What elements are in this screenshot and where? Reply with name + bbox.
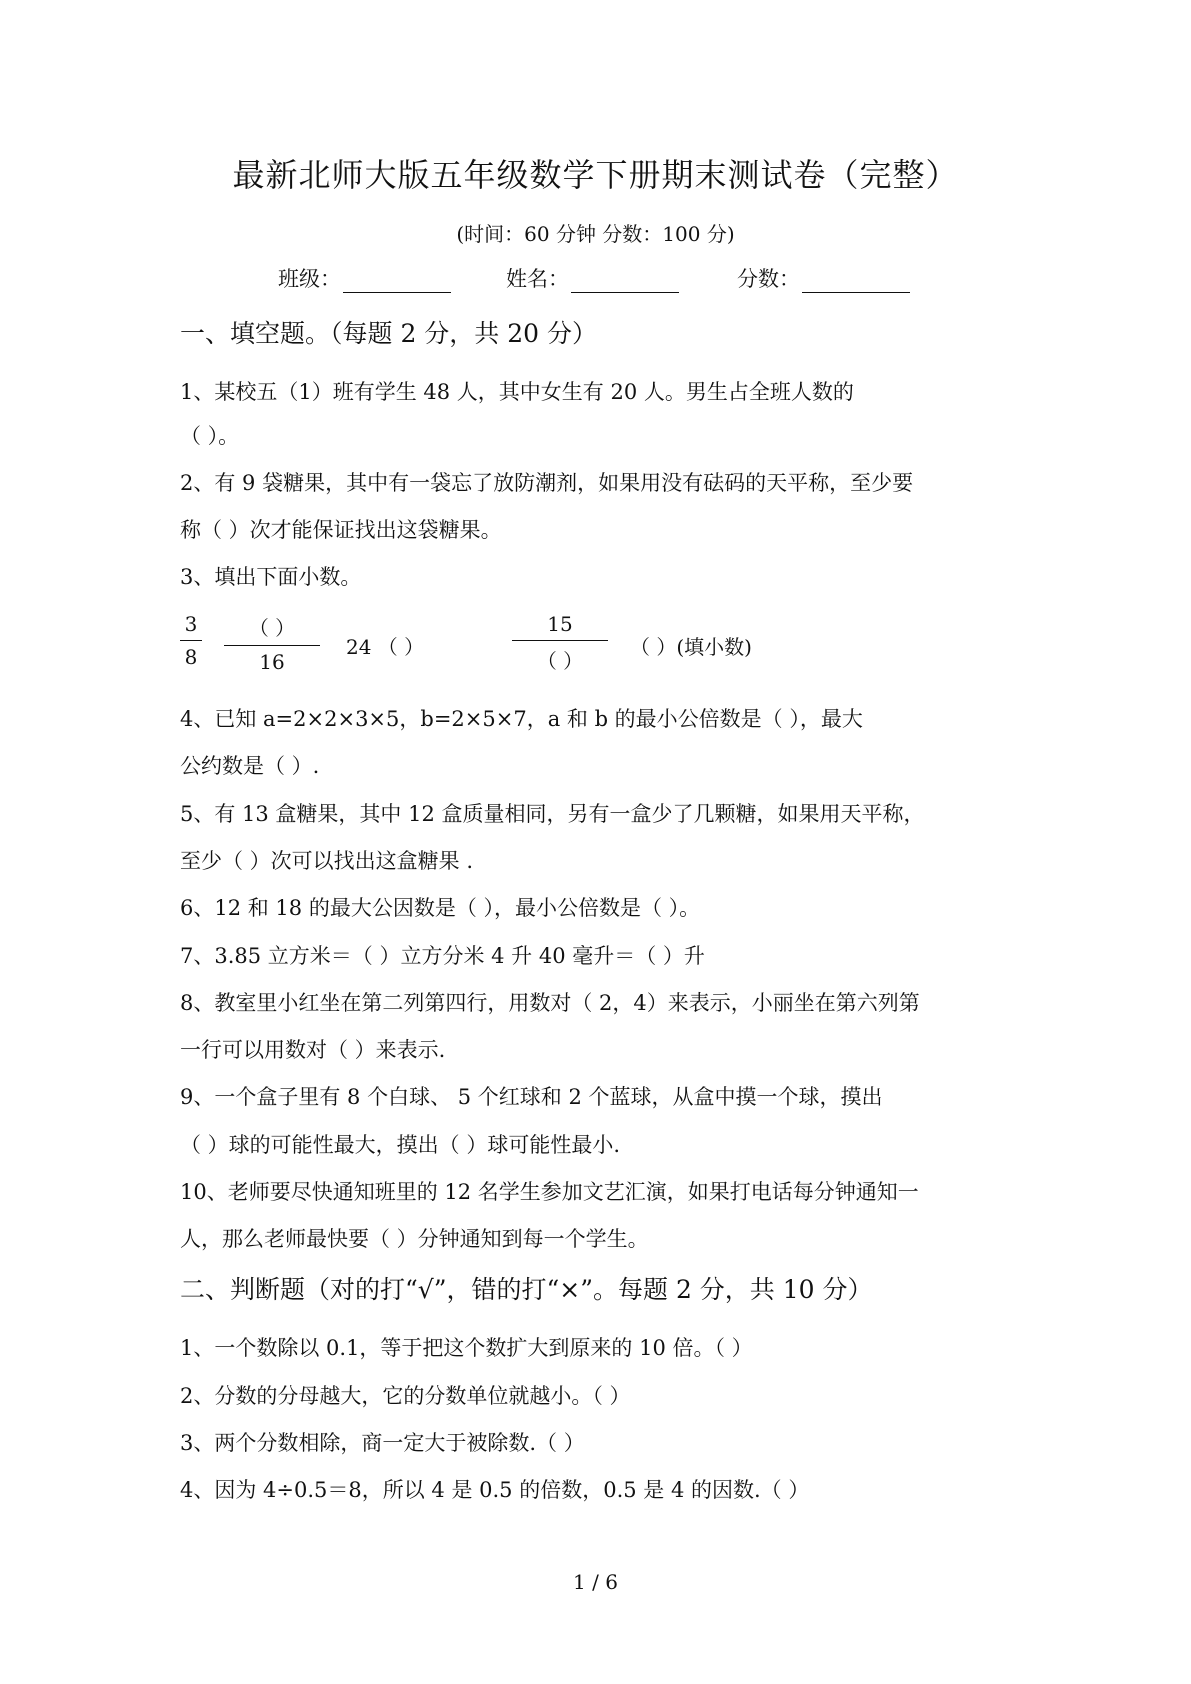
question-5-line1: 5、有 13 盒糖果，其中 12 盒质量相同，另有一盒少了几颗糖，如果用天平称， bbox=[180, 802, 925, 826]
question-5-line2: 至少（ ）次可以找出这盒糖果 . bbox=[180, 849, 474, 873]
name-field bbox=[506, 263, 679, 293]
question-4-line2: 公约数是（ ）. bbox=[180, 754, 320, 778]
judge-question-3: 3、两个分数相除，商一定大于被除数.（ ） bbox=[180, 1431, 585, 1455]
question-8-line1: 8、教室里小红坐在第二列第四行，用数对（ 2，4）来表示，小丽坐在第六列第 bbox=[180, 991, 920, 1015]
fraction-denominator: 16 bbox=[259, 650, 285, 674]
fraction-denominator: 8 bbox=[184, 645, 198, 669]
score-blank[interactable] bbox=[802, 270, 910, 293]
q3-end: （ ）(填小数) bbox=[630, 635, 752, 659]
question-7: 7、3.85 立方米＝（ ）立方分米 4 升 40 毫升＝（ ）升 bbox=[180, 944, 705, 968]
page-title: 最新北师大版五年级数学下册期末测试卷（完整） bbox=[232, 156, 959, 194]
judge-question-2: 2、分数的分母越大，它的分数单位就越小。（ ） bbox=[180, 1384, 631, 1408]
question-2-line2: 称（ ）次才能保证找出这袋糖果。 bbox=[180, 518, 502, 542]
question-9-line1: 9、一个盒子里有 8 个白球、 5 个红球和 2 个蓝球，从盒中摸一个球，摸出 bbox=[180, 1085, 883, 1109]
fraction-numerator: 3 bbox=[184, 612, 198, 636]
question-4-line1: 4、已知 a=2×2×3×5，b=2×5×7，a 和 b 的最小公倍数是（ ），最大 bbox=[180, 707, 863, 731]
fraction-bar bbox=[224, 645, 320, 646]
fraction-15-blank bbox=[512, 612, 608, 674]
class-label: 班级： bbox=[278, 267, 341, 291]
judge-question-4: 4、因为 4÷0.5＝8，所以 4 是 0.5 的倍数，0.5 是 4 的因数.（ ） bbox=[180, 1478, 810, 1502]
question-10-line1: 10、老师要尽快通知班里的 12 名学生参加文艺汇演，如果打电话每分钟通知一 bbox=[180, 1180, 919, 1204]
fraction-3-8 bbox=[180, 612, 202, 669]
question-1-line1: 1、某校五（1）班有学生 48 人，其中女生有 20 人。男生占全班人数的 bbox=[180, 380, 854, 404]
section2-heading: 二、判断题（对的打“√”，错的打“×”。每题 2 分，共 10 分） bbox=[180, 1275, 873, 1304]
fraction-denominator: （ ） bbox=[536, 649, 584, 673]
name-blank[interactable] bbox=[571, 270, 679, 293]
question-6: 6、12 和 18 的最大公因数是（ ），最小公倍数是（ ）。 bbox=[180, 896, 701, 920]
fraction-bar bbox=[512, 640, 608, 641]
question-10-line2: 人，那么老师最快要（ ）分钟通知到每一个学生。 bbox=[180, 1227, 649, 1251]
score-label: 分数： bbox=[737, 267, 800, 291]
name-label: 姓名： bbox=[506, 267, 569, 291]
question-8-line2: 一行可以用数对（ ）来表示. bbox=[180, 1038, 446, 1062]
class-field bbox=[278, 263, 451, 293]
score-field bbox=[737, 263, 910, 293]
fraction-bar bbox=[180, 640, 202, 641]
page-number: 1 / 6 bbox=[573, 1570, 618, 1594]
fraction-blank-16 bbox=[224, 612, 320, 674]
class-blank[interactable] bbox=[343, 270, 451, 293]
question-1-line2: （ ）。 bbox=[180, 424, 240, 448]
judge-question-1: 1、一个数除以 0.1，等于把这个数扩大到原来的 10 倍。（ ） bbox=[180, 1336, 753, 1360]
fraction-numerator: （ ） bbox=[248, 616, 296, 640]
fraction-numerator: 15 bbox=[547, 612, 573, 636]
q3-middle: 24 （ ） bbox=[346, 635, 425, 659]
question-2-line1: 2、有 9 袋糖果，其中有一袋忘了放防潮剂，如果用没有砝码的天平称，至少要 bbox=[180, 471, 914, 495]
question-3: 3、填出下面小数。 bbox=[180, 565, 362, 589]
exam-meta: (时间：60 分钟 分数：100 分) bbox=[456, 222, 735, 246]
section1-heading: 一、填空题。（每题 2 分，共 20 分） bbox=[180, 319, 598, 348]
question-9-line2: （ ）球的可能性最大，摸出（ ）球可能性最小. bbox=[180, 1133, 621, 1157]
